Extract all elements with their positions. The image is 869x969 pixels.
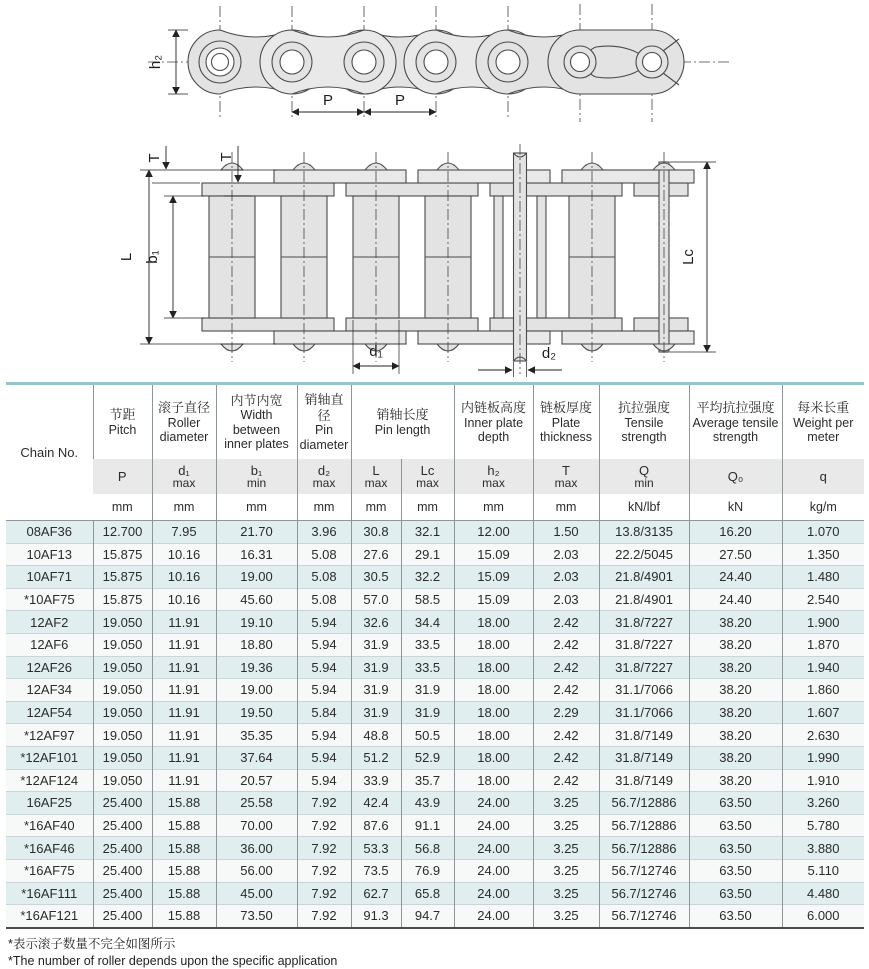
value-cell: 31.9 [351, 701, 401, 724]
value-cell: 91.3 [351, 905, 401, 928]
table-row [6, 566, 864, 589]
value-cell: 19.050 [93, 611, 152, 634]
value-cell: 21.8/4901 [599, 566, 689, 589]
value-cell: 56.7/12746 [599, 905, 689, 928]
value-cell: 30.8 [351, 521, 401, 544]
value-cell: 56.8 [401, 837, 454, 860]
value-cell: 63.50 [689, 882, 782, 905]
value-cell: 2.42 [533, 724, 599, 747]
unit-header: mm [533, 494, 599, 521]
value-cell: 15.88 [152, 837, 216, 860]
value-cell: 42.4 [351, 792, 401, 815]
value-cell: 43.9 [401, 792, 454, 815]
value-cell: 11.91 [152, 633, 216, 656]
chain-no-cell: *16AF75 [6, 859, 93, 882]
value-cell: 19.050 [93, 746, 152, 769]
column-header: 内节内宽 Width between inner plates [216, 384, 297, 460]
value-cell: 31.8/7149 [599, 769, 689, 792]
value-cell: 50.5 [401, 724, 454, 747]
value-cell: 73.50 [216, 905, 297, 928]
value-cell: 35.35 [216, 724, 297, 747]
value-cell: 25.400 [93, 905, 152, 928]
value-cell: 10.16 [152, 588, 216, 611]
value-cell: 18.00 [454, 633, 533, 656]
value-cell: 24.00 [454, 882, 533, 905]
value-cell: 38.20 [689, 679, 782, 702]
value-cell: 63.50 [689, 814, 782, 837]
chain-no-cell: *16AF46 [6, 837, 93, 860]
value-cell: 27.50 [689, 543, 782, 566]
value-cell: 38.20 [689, 611, 782, 634]
value-cell: 19.36 [216, 656, 297, 679]
dim-label-d1: d₁ [369, 343, 383, 360]
unit-header: mm [297, 494, 351, 521]
value-cell: 25.400 [93, 814, 152, 837]
chain-no-cell: 12AF54 [6, 701, 93, 724]
value-cell: 25.400 [93, 837, 152, 860]
value-cell: 2.42 [533, 611, 599, 634]
dim-label-p-left: P [322, 92, 334, 109]
value-cell: 6.000 [782, 905, 864, 928]
value-cell: 5.94 [297, 633, 351, 656]
column-header: 销轴直径 Pin diameter [297, 384, 351, 460]
table-row [6, 724, 864, 747]
dim-label-lc: Lc [680, 249, 697, 265]
value-cell: 62.7 [351, 882, 401, 905]
value-cell: 2.42 [533, 746, 599, 769]
value-cell: 56.7/12886 [599, 792, 689, 815]
value-cell: 5.08 [297, 566, 351, 589]
value-cell: 11.91 [152, 701, 216, 724]
dim-label-d2: d₂ [541, 345, 557, 362]
header-name-row [6, 384, 864, 460]
column-header: 每米长重 Weight per meter [782, 384, 864, 460]
column-header: 滚子直径 Roller diameter [152, 384, 216, 460]
chain-spec-table [6, 382, 864, 929]
value-cell: 15.88 [152, 882, 216, 905]
value-cell: 5.08 [297, 588, 351, 611]
dim-label-p-right: P [394, 92, 406, 109]
value-cell: 33.9 [351, 769, 401, 792]
value-cell: 2.03 [533, 566, 599, 589]
unit-header: mm [152, 494, 216, 521]
value-cell: 31.8/7227 [599, 656, 689, 679]
header-unit-row [6, 494, 864, 521]
value-cell: 15.88 [152, 905, 216, 928]
value-cell: 11.91 [152, 656, 216, 679]
value-cell: 58.5 [401, 588, 454, 611]
value-cell: 3.25 [533, 882, 599, 905]
value-cell: 45.00 [216, 882, 297, 905]
table-header [6, 384, 864, 521]
symbol-header: h₂ max [454, 459, 533, 494]
value-cell: 38.20 [689, 746, 782, 769]
value-cell: 19.050 [93, 769, 152, 792]
footnotes [0, 929, 869, 969]
table-row [6, 521, 864, 544]
value-cell: 76.9 [401, 859, 454, 882]
value-cell: 19.050 [93, 679, 152, 702]
value-cell: 25.58 [216, 792, 297, 815]
table-row [6, 746, 864, 769]
value-cell: 19.050 [93, 701, 152, 724]
chain-no-cell: 10AF13 [6, 543, 93, 566]
unit-header: mm [401, 494, 454, 521]
value-cell: 2.03 [533, 543, 599, 566]
value-cell: 19.050 [93, 656, 152, 679]
chain-no-cell: 12AF34 [6, 679, 93, 702]
value-cell: 31.8/7149 [599, 746, 689, 769]
value-cell: 3.96 [297, 521, 351, 544]
value-cell: 65.8 [401, 882, 454, 905]
value-cell: 38.20 [689, 633, 782, 656]
chain-no-cell: 12AF2 [6, 611, 93, 634]
value-cell: 56.7/12746 [599, 859, 689, 882]
unit-header: kN [689, 494, 782, 521]
value-cell: 1.990 [782, 746, 864, 769]
value-cell: 3.25 [533, 792, 599, 815]
value-cell: 11.91 [152, 679, 216, 702]
value-cell: 27.6 [351, 543, 401, 566]
value-cell: 18.00 [454, 611, 533, 634]
table-row [6, 837, 864, 860]
unit-header: kN/lbf [599, 494, 689, 521]
value-cell: 2.540 [782, 588, 864, 611]
value-cell: 2.630 [782, 724, 864, 747]
value-cell: 18.00 [454, 724, 533, 747]
value-cell: 11.91 [152, 724, 216, 747]
value-cell: 7.92 [297, 905, 351, 928]
value-cell: 1.350 [782, 543, 864, 566]
value-cell: 87.6 [351, 814, 401, 837]
value-cell: 31.9 [351, 633, 401, 656]
value-cell: 91.1 [401, 814, 454, 837]
value-cell: 5.84 [297, 701, 351, 724]
chain-no-cell: *16AF111 [6, 882, 93, 905]
value-cell: 1.910 [782, 769, 864, 792]
value-cell: 1.480 [782, 566, 864, 589]
value-cell: 3.25 [533, 814, 599, 837]
table-row [6, 769, 864, 792]
column-header: 内链板高度 Inner plate depth [454, 384, 533, 460]
value-cell: 24.00 [454, 814, 533, 837]
symbol-header: q [782, 459, 864, 494]
value-cell: 2.42 [533, 633, 599, 656]
plan-rollers [209, 196, 615, 318]
value-cell: 3.25 [533, 905, 599, 928]
value-cell: 1.940 [782, 656, 864, 679]
value-cell: 70.00 [216, 814, 297, 837]
spec-table-section [0, 380, 869, 929]
value-cell: 5.08 [297, 543, 351, 566]
value-cell: 19.050 [93, 724, 152, 747]
chain-no-cell: *10AF75 [6, 588, 93, 611]
chain-no-cell: *12AF101 [6, 746, 93, 769]
value-cell: 3.880 [782, 837, 864, 860]
value-cell: 34.4 [401, 611, 454, 634]
value-cell: 19.00 [216, 566, 297, 589]
chain-no-cell: 12AF6 [6, 633, 93, 656]
value-cell: 38.20 [689, 769, 782, 792]
value-cell: 5.780 [782, 814, 864, 837]
value-cell: 24.00 [454, 905, 533, 928]
value-cell: 24.00 [454, 792, 533, 815]
table-row [6, 679, 864, 702]
value-cell: 24.00 [454, 859, 533, 882]
column-header: 链板厚度 Plate thickness [533, 384, 599, 460]
table-row [6, 905, 864, 928]
value-cell: 5.94 [297, 724, 351, 747]
value-cell: 56.7/12886 [599, 814, 689, 837]
value-cell: 31.8/7227 [599, 611, 689, 634]
value-cell: 7.92 [297, 859, 351, 882]
value-cell: 24.40 [689, 566, 782, 589]
footnote-en: *The number of roller depends upon the specific application [8, 953, 338, 968]
dim-label-t-outer: T [146, 153, 163, 163]
value-cell: 2.03 [533, 588, 599, 611]
unit-header: mm [216, 494, 297, 521]
unit-header: mm [351, 494, 401, 521]
value-cell: 7.92 [297, 882, 351, 905]
value-cell: 15.09 [454, 543, 533, 566]
value-cell: 30.5 [351, 566, 401, 589]
value-cell: 2.29 [533, 701, 599, 724]
value-cell: 45.60 [216, 588, 297, 611]
table-row [6, 701, 864, 724]
value-cell: 3.25 [533, 837, 599, 860]
value-cell: 57.0 [351, 588, 401, 611]
value-cell: 15.88 [152, 792, 216, 815]
value-cell: 25.400 [93, 792, 152, 815]
value-cell: 38.20 [689, 724, 782, 747]
value-cell: 11.91 [152, 746, 216, 769]
value-cell: 4.480 [782, 882, 864, 905]
value-cell: 5.94 [297, 679, 351, 702]
chain-no-cell: *16AF121 [6, 905, 93, 928]
value-cell: 19.50 [216, 701, 297, 724]
value-cell: 19.10 [216, 611, 297, 634]
value-cell: 31.1/7066 [599, 679, 689, 702]
side-view-diagram [147, 4, 730, 122]
value-cell: 1.50 [533, 521, 599, 544]
value-cell: 18.00 [454, 656, 533, 679]
chain-no-cell: 12AF26 [6, 656, 93, 679]
value-cell: 1.070 [782, 521, 864, 544]
value-cell: 56.7/12746 [599, 882, 689, 905]
value-cell: 19.050 [93, 633, 152, 656]
table-row [6, 588, 864, 611]
value-cell: 3.260 [782, 792, 864, 815]
value-cell: 36.00 [216, 837, 297, 860]
symbol-header: Q min [599, 459, 689, 494]
value-cell: 94.7 [401, 905, 454, 928]
value-cell: 33.5 [401, 656, 454, 679]
value-cell: 7.92 [297, 814, 351, 837]
symbol-header: d₁ max [152, 459, 216, 494]
value-cell: 31.9 [401, 679, 454, 702]
value-cell: 21.70 [216, 521, 297, 544]
value-cell: 35.7 [401, 769, 454, 792]
value-cell: 5.94 [297, 656, 351, 679]
value-cell: 38.20 [689, 701, 782, 724]
value-cell: 3.25 [533, 859, 599, 882]
value-cell: 5.94 [297, 611, 351, 634]
symbol-header: b₁ min [216, 459, 297, 494]
symbol-header: L max [351, 459, 401, 494]
value-cell: 48.8 [351, 724, 401, 747]
table-row [6, 859, 864, 882]
value-cell: 15.09 [454, 588, 533, 611]
value-cell: 18.00 [454, 746, 533, 769]
table-row [6, 882, 864, 905]
value-cell: 1.607 [782, 701, 864, 724]
value-cell: 15.875 [93, 543, 152, 566]
value-cell: 15.875 [93, 588, 152, 611]
value-cell: 25.400 [93, 882, 152, 905]
value-cell: 20.57 [216, 769, 297, 792]
value-cell: 33.5 [401, 633, 454, 656]
value-cell: 18.00 [454, 679, 533, 702]
symbol-header: P [93, 459, 152, 494]
table-row [6, 656, 864, 679]
value-cell: 2.42 [533, 679, 599, 702]
value-cell: 11.91 [152, 769, 216, 792]
value-cell: 25.400 [93, 859, 152, 882]
chain-drawings [0, 0, 869, 380]
dim-label-t-inner: T [218, 152, 235, 162]
value-cell: 2.42 [533, 656, 599, 679]
value-cell: 1.860 [782, 679, 864, 702]
value-cell: 32.2 [401, 566, 454, 589]
table-row [6, 792, 864, 815]
value-cell: 15.875 [93, 566, 152, 589]
value-cell: 63.50 [689, 859, 782, 882]
unit-header: kg/m [782, 494, 864, 521]
symbol-header: d₂ max [297, 459, 351, 494]
value-cell: 18.00 [454, 701, 533, 724]
header-symbol-row [6, 459, 864, 494]
value-cell: 52.9 [401, 746, 454, 769]
value-cell: 2.42 [533, 769, 599, 792]
corner-header-cell: Chain No. [6, 384, 93, 521]
dim-label-b1: b₁ [144, 250, 161, 264]
value-cell: 63.50 [689, 905, 782, 928]
value-cell: 18.80 [216, 633, 297, 656]
column-header: 销轴长度 Pin length [351, 384, 454, 460]
value-cell: 15.09 [454, 566, 533, 589]
value-cell: 13.8/3135 [599, 521, 689, 544]
value-cell: 12.00 [454, 521, 533, 544]
value-cell: 21.8/4901 [599, 588, 689, 611]
value-cell: 73.5 [351, 859, 401, 882]
value-cell: 24.40 [689, 588, 782, 611]
chain-no-cell: 16AF25 [6, 792, 93, 815]
column-header: 抗拉强度 Tensile strength [599, 384, 689, 460]
value-cell: 12.700 [93, 521, 152, 544]
symbol-header: Q₀ [689, 459, 782, 494]
value-cell: 31.9 [401, 701, 454, 724]
value-cell: 19.00 [216, 679, 297, 702]
value-cell: 56.00 [216, 859, 297, 882]
symbol-header: Lc max [401, 459, 454, 494]
value-cell: 31.8/7227 [599, 633, 689, 656]
unit-header: mm [93, 494, 152, 521]
value-cell: 7.92 [297, 792, 351, 815]
chain-no-cell: *16AF40 [6, 814, 93, 837]
table-body [6, 521, 864, 928]
value-cell: 31.8/7149 [599, 724, 689, 747]
value-cell: 5.110 [782, 859, 864, 882]
footnote-cn: *表示滚子数量不完全如图所示 [8, 936, 176, 951]
value-cell: 53.3 [351, 837, 401, 860]
value-cell: 7.95 [152, 521, 216, 544]
chain-no-cell: *12AF124 [6, 769, 93, 792]
column-header: 节距 Pitch [93, 384, 152, 460]
chain-drawing-svg [0, 0, 869, 380]
value-cell: 63.50 [689, 792, 782, 815]
value-cell: 24.00 [454, 837, 533, 860]
value-cell: 32.6 [351, 611, 401, 634]
value-cell: 15.88 [152, 814, 216, 837]
table-row [6, 633, 864, 656]
symbol-header: T max [533, 459, 599, 494]
value-cell: 31.9 [351, 656, 401, 679]
chain-no-cell: 10AF71 [6, 566, 93, 589]
value-cell: 10.16 [152, 543, 216, 566]
value-cell: 38.20 [689, 656, 782, 679]
value-cell: 31.1/7066 [599, 701, 689, 724]
value-cell: 1.900 [782, 611, 864, 634]
value-cell: 5.94 [297, 746, 351, 769]
value-cell: 56.7/12886 [599, 837, 689, 860]
value-cell: 11.91 [152, 611, 216, 634]
value-cell: 16.31 [216, 543, 297, 566]
value-cell: 31.9 [351, 679, 401, 702]
value-cell: 16.20 [689, 521, 782, 544]
dim-label-L: L [118, 252, 135, 262]
dim-label-h2: h₂ [147, 54, 164, 70]
value-cell: 29.1 [401, 543, 454, 566]
unit-header: mm [454, 494, 533, 521]
value-cell: 7.92 [297, 837, 351, 860]
value-cell: 15.88 [152, 859, 216, 882]
value-cell: 18.00 [454, 769, 533, 792]
value-cell: 37.64 [216, 746, 297, 769]
value-cell: 5.94 [297, 769, 351, 792]
chain-no-cell: *12AF97 [6, 724, 93, 747]
column-header: 平均抗拉强度 Average tensile strength [689, 384, 782, 460]
value-cell: 1.870 [782, 633, 864, 656]
table-row [6, 611, 864, 634]
value-cell: 51.2 [351, 746, 401, 769]
chain-no-cell: 08AF36 [6, 521, 93, 544]
value-cell: 32.1 [401, 521, 454, 544]
top-view-diagram [118, 144, 716, 377]
value-cell: 10.16 [152, 566, 216, 589]
table-row [6, 543, 864, 566]
table-row [6, 814, 864, 837]
value-cell: 22.2/5045 [599, 543, 689, 566]
value-cell: 63.50 [689, 837, 782, 860]
